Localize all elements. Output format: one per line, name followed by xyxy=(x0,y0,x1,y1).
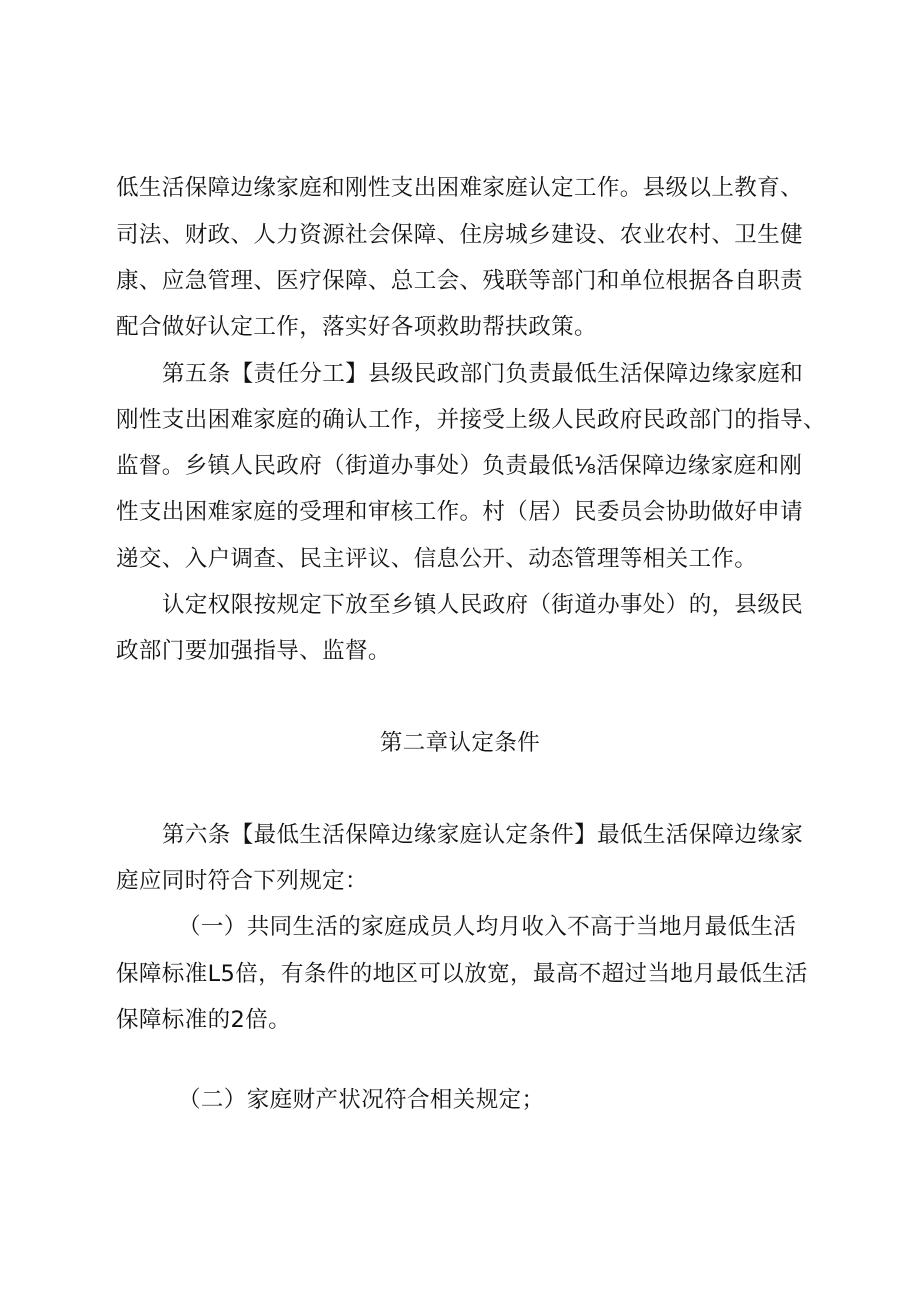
article-5-line-5: 递交、入户调查、民主评议、信息公开、动态管理等相关工作。 xyxy=(116,546,758,572)
article-5-line-2: 刚性支出困难家庭的确认工作，并接受上级人民政府民政部门的指导、 xyxy=(116,407,826,433)
paragraph-3-line-2: 政部门要加强指导、监督。 xyxy=(116,638,391,664)
item-1-line-1: （一）共同生活的家庭成员人均月收入不高于当地月最低生活 xyxy=(178,914,797,940)
chapter-heading: 第二章认定条件 xyxy=(379,730,541,756)
paragraph-1-line-1: 低生活保障边缘家庭和刚性支出困难家庭认定工作。县级以上教育、 xyxy=(116,175,804,201)
paragraph-3-line-1: 认定权限按规定下放至乡镇人民政府（街道办事处）的，县级民 xyxy=(162,592,804,618)
article-5-line-1: 第五条【责任分工】县级民政部门负责最低生活保障边缘家庭和 xyxy=(162,361,804,387)
paragraph-1-line-2: 司法、财政、人力资源社会保障、住房城乡建设、农业农村、卫生健 xyxy=(116,222,804,248)
article-6-line-1: 第六条【最低生活保障边缘家庭认定条件】最低生活保障边缘家 xyxy=(162,822,804,848)
item-1-line-2: 保障标准L5倍，有条件的地区可以放宽，最高不超过当地月最低生活 xyxy=(116,961,808,987)
article-5-line-4: 性支出困难家庭的受理和审核工作。村（居）民委员会协助做好申请 xyxy=(116,499,804,525)
item-2-line-1: （二）家庭财产状况符合相关规定； xyxy=(178,1087,545,1113)
paragraph-1-line-4: 配合做好认定工作，落实好各项救助帮扶政策。 xyxy=(116,314,597,340)
item-1-line-3: 保障标准的2倍。 xyxy=(116,1007,292,1033)
article-5-line-3: 监督。乡镇人民政府（街道办事处）负责最低⅛活保障边缘家庭和刚 xyxy=(116,453,803,479)
article-6-line-2: 庭应同时符合下列规定： xyxy=(116,868,368,894)
paragraph-1-line-3: 康、应急管理、医疗保障、总工会、残联等部门和单位根据各自职责 xyxy=(116,268,804,294)
